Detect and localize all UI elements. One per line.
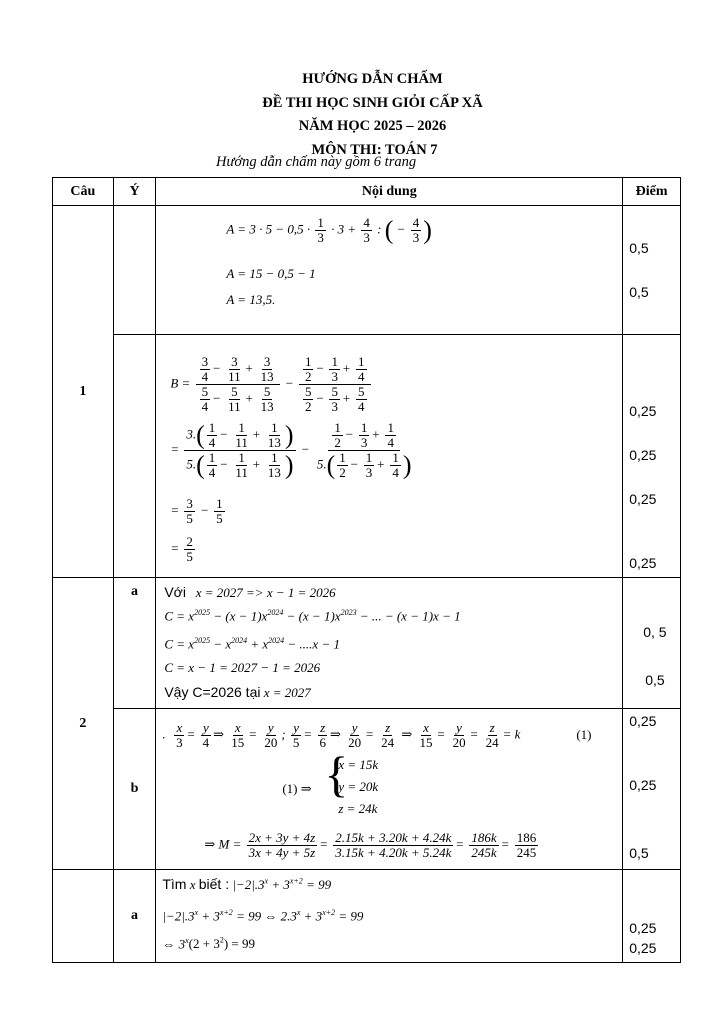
score-value: 0,25 (629, 403, 657, 419)
content-cell (156, 709, 623, 870)
sub-question-cell (113, 578, 156, 709)
table-row (53, 206, 681, 335)
formula: $C = x^{2025} - x^{2024} + x^{2024} - ....x - 1$ (164, 636, 340, 652)
formula: $|-2|.3^x + 3^{x+2} = 99$ ⇔ $2.3^x + 3^{x+2} = 99$ (162, 908, 364, 924)
question-number-cell (53, 870, 114, 963)
score-cell (623, 335, 681, 578)
sub-question-label: b (113, 709, 156, 870)
question-number: 2 (53, 578, 114, 870)
score-value: 0,25 (629, 555, 657, 571)
score-value: 0,25 (629, 447, 657, 463)
table-row (53, 578, 681, 709)
conclusion-text: Vậy C=2026 tại (164, 684, 261, 700)
sub-question-label: a (131, 584, 138, 599)
formula: (1) ⇒ (282, 781, 312, 796)
formula: Vậy C=2026 tại x = 2027 (164, 684, 311, 700)
formula: A = 13,5. (226, 292, 276, 307)
question-number: 1 (53, 206, 114, 578)
table-row (53, 709, 681, 870)
score-value: 0,25 (629, 920, 657, 936)
formula: = $\frac{2}{5}$ (170, 534, 193, 564)
score-value: 0,25 (629, 491, 657, 507)
content-cell (156, 578, 623, 709)
table-row (53, 335, 681, 578)
header-noi-dung: Nội dung (156, 178, 623, 206)
score-value: 0,25 (629, 713, 657, 729)
formula: ⇒ M = $\frac{2x + 3y + 4z}{3x + 4y + 5z}$ = $\frac{2.15k + 3.20k + 4.24k}{3.15k + 4.20k + 5.24k}$ = $\frac{186k}{245k}$ = $\frac{186}{245}$ (204, 830, 537, 860)
header-line-4: MÔN THI: TOÁN 7 (311, 141, 438, 158)
formula: A = 3 · 5 − 0,5 · $\frac{1}{3}$ · 3 + $\frac{4}{3}$ : ( − $\frac{4}{3}$ ) (226, 215, 432, 245)
score-value: 0, 5 (643, 624, 667, 640)
content-cell (156, 206, 623, 335)
header-line-2: ĐỀ THI HỌC SINH GIỎI CẤP XÃ (262, 94, 483, 111)
content-cell (156, 335, 623, 578)
header-cau: Câu (53, 178, 114, 206)
score-cell (623, 578, 681, 709)
header-line-1: HƯỚNG DẪN CHẤM (302, 71, 443, 87)
score-value: 0,5 (629, 284, 649, 300)
formula: = $\frac{3}{5}$ − $\frac{1}{5}$ (170, 496, 223, 526)
content-cell (156, 870, 623, 963)
sub-question-label: a (113, 870, 156, 963)
with-label: Với (164, 584, 186, 600)
formula: ⇔ $3^x(2 + 3^2) = 99$ (162, 936, 255, 952)
score-value: 0,5 (645, 672, 665, 688)
formula: Với x = 2027 => x − 1 = 2026 (164, 584, 336, 600)
page-count-note: Hướng dẫn chấm này gồm 6 trang (216, 154, 417, 170)
sub-question-cell (113, 206, 156, 335)
score-cell (623, 870, 681, 963)
score-cell (623, 206, 681, 335)
document-header (0, 68, 725, 162)
score-value: 0,25 (629, 777, 657, 793)
score-value: 0,5 (629, 240, 649, 256)
score-cell (623, 709, 681, 870)
find-text: Tìm (162, 876, 187, 892)
formula: Tìm x biết : $|-2|.3^x + 3^{x+2} = 99$ (162, 876, 332, 892)
table-header-row (53, 178, 681, 206)
find-text-2: biết : (198, 876, 230, 892)
sub-question-cell (113, 335, 156, 578)
formula: . $\frac{x}{3}$ = $\frac{y}{4}$ ⇒ $\frac{x}{15}$ = $\frac{y}{20}$ ; $\frac{y}{5}$ = $\frac{z}{6}$ ⇒ $\frac{y}{20}$ = $\frac{z}{24}$ ⇒ $\frac{x}{15}$ = $\frac{y}{20}$ = $\frac{z}{24}$ = k (162, 720, 521, 750)
system-of-equations: { x = 15k y = 20k z = 24k (324, 746, 379, 816)
table-row (53, 870, 681, 963)
header-line-3: NĂM HỌC 2025 – 2026 (298, 118, 447, 134)
formula: = 3.( $\frac{1}{4}$ − $\frac{1}{11}$ + $\frac{1}{13}$ ) 5.( $\frac{1}{4}$ − $\frac{1}{11}$ + $\frac{1}{13}$ ) − $\frac{1}{2}$ − $\frac{1}{3}$ + $\frac{1}{4}$ 5.( $\frac{1}{2}$ − $\frac{1}{3}$ + $\frac{1}{4}$ ) (170, 420, 412, 480)
header-diem: Điểm (623, 178, 681, 206)
formula: C = x − 1 = 2027 − 1 = 2026 (164, 660, 321, 675)
equation-number: (1) (576, 727, 592, 742)
formula: A = 15 − 0,5 − 1 (226, 266, 316, 281)
score-value: 0,5 (629, 845, 649, 861)
formula: $C = x^{2025} - (x - 1)x^{2024} - (x - 1)x^{2023}$ − ... − (x − 1)x − 1 (164, 608, 461, 624)
header-y: Ý (113, 178, 156, 206)
score-value: 0,25 (629, 940, 657, 956)
grading-table (52, 177, 681, 963)
formula: B = $\frac{3}{4}$ − $\frac{3}{11}$ + $\frac{3}{13}$ $\frac{5}{4}$ − $\frac{5}{11}$ + $\frac{5}{13}$ − $\frac{1}{2}$ − $\frac{1}{3}$ + $\frac{1}{4}$ $\frac{5}{2}$ − $\frac{5}{3}$ + $\frac{5}{4}$ (170, 355, 372, 414)
